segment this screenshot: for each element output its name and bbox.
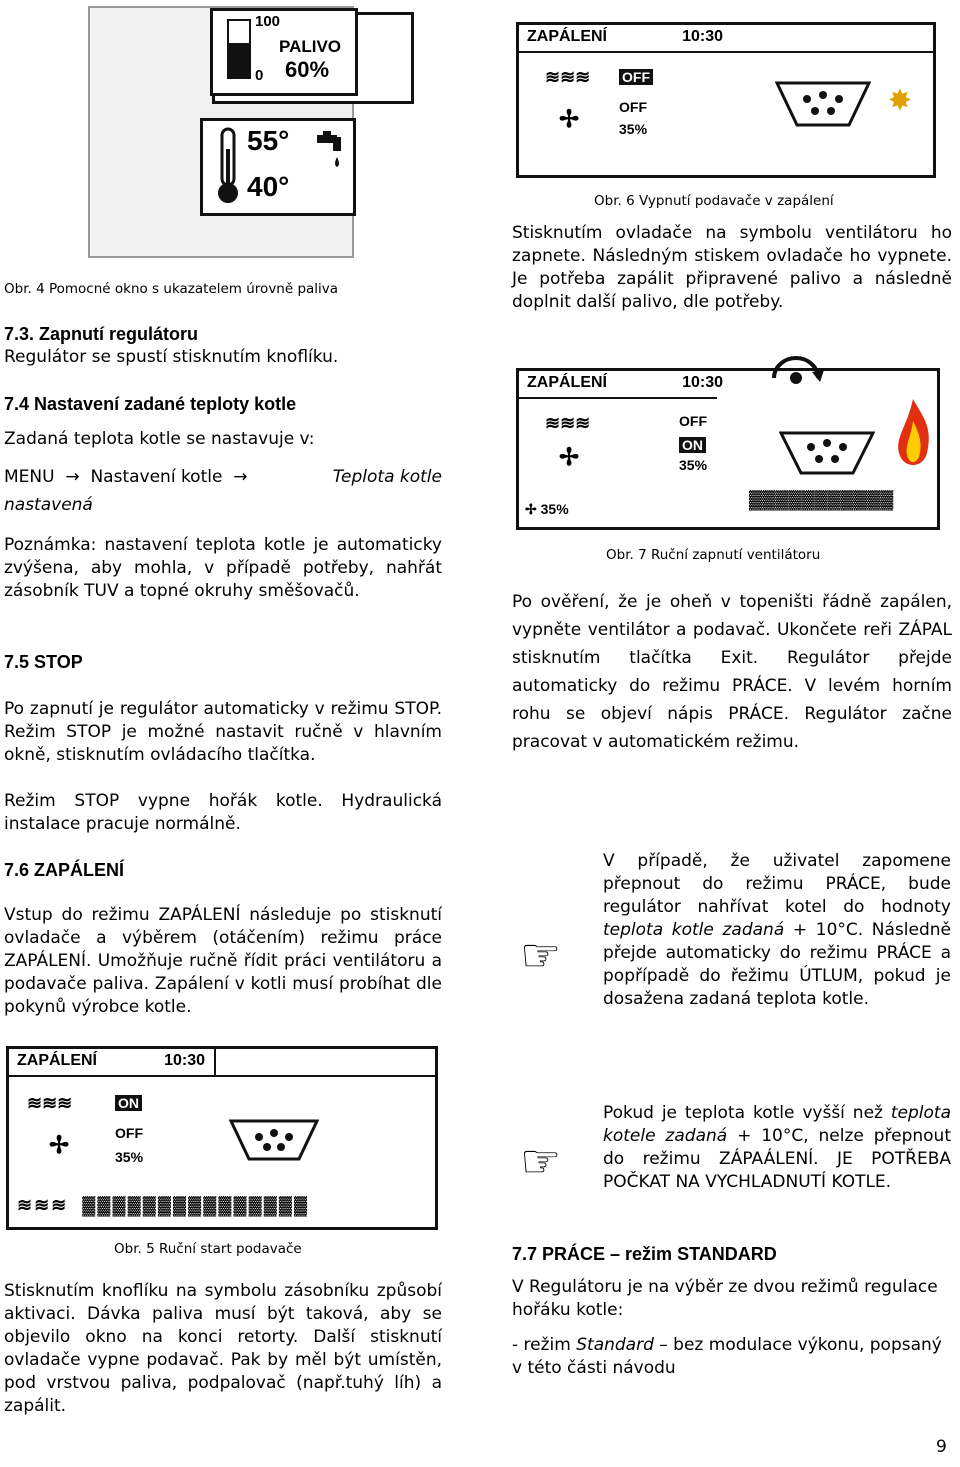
fig6-text: Stisknutím ovladače na symbolu ventilátoru ho zapnete. Následným stiskem ovladače ho vypnete. Je potřeba zapálit připravené palivo a následně doplnit další palivo, dle potřeby. [512,223,952,312]
flame-icon [893,397,933,477]
pointing-hand-icon: ☞ [520,928,562,982]
section-7-3-text: Regulátor se spustí stisknutím knoflíku. [4,347,339,367]
section-7-7-p2c: – bez modulace výkonu, popsaný v této části návodu [512,1335,942,1378]
fig5-header [9,1049,435,1077]
arrow-right-icon: → [59,467,86,487]
section-7-5-heading: 7.5 STOP [4,652,83,672]
fuel-scale-min: 0 [255,67,264,84]
fig5-on [115,1095,142,1111]
fig5-off: OFF [115,1125,143,1141]
fig5-fan: 35% [115,1149,144,1165]
fig6-caption: Obr. 6 Vypnutí podavače v zapálení [594,193,834,209]
section-7-3-heading: 7.3. Zapnutí regulátoru [4,324,199,344]
burner-grate-icon: ≋≋≋ ▓▓▓▓▓▓▓▓▓▓▓▓▓▓▓ [17,1195,310,1215]
section-7-7-heading: 7.7 PRÁCE – režim STANDARD [512,1244,777,1264]
fuel-gauge [227,19,251,79]
fan-icon: ✢ [49,1132,70,1159]
fig6-time: 10:30 [682,28,723,45]
rotate-fan-icon [766,348,826,398]
section-7-4-note: Poznámka: nastavení teplota kotle je automaticky zvýšena, aby mohla, v případě potřeby, nahřát zásobník TUV a topné okruhy směšovačů. [4,535,442,601]
fuel-value: 60% [285,57,330,82]
note1-a: V případě, že uživatel zapomene přepnout do režimu PRÁCE, bude regulátor nahřívat kotel do hodnoty [603,851,951,917]
fig6-screen [516,22,936,178]
section-7-6-p1: Vstup do režimu ZAPÁLENÍ následuje po stisknutí ovladače a výběrem (otáčením) režimu práce ZAPÁLENÍ. Umožňuje ručně řídit práci ventilátoru a podavače paliva. Zapálení v kotli musí probíhat dle pokynů výrobce kotle. [4,905,442,1017]
fig5-title: ZAPÁLENÍ [17,1052,97,1069]
fig7-header [519,371,723,399]
fan-icon: ✢ [559,444,580,471]
fig7-title: ZAPÁLENÍ [527,374,607,391]
note2 [603,1102,951,1194]
water-tap-icon [315,131,347,181]
heater-icon: ≋≋≋ [545,67,591,87]
fig6-fan: 35% [619,121,648,137]
fig7-on [679,437,706,453]
fig5-text: Stisknutím knoflíku na symbolu zásobníku způsobí aktivaci. Dávka paliva musí být taková, aby se objevilo okno na konci retorty. Další stisknutí ovladače vypne podavač. Pak by měl být umístěn, pod vrstvou paliva, podpalovač (např.tuhý líh) a zapálit. [4,1281,442,1416]
fuel-label: PALIVO [279,37,342,56]
tap-temp: 40° [247,171,290,202]
fig4-caption: Obr. 4 Pomocné okno s ukazatelem úrovně paliva [4,281,339,297]
fuel-window-box [210,8,358,96]
fig5-caption: Obr. 5 Ruční start podavače [114,1241,302,1257]
page-number: 9 [936,1437,947,1457]
menu-path [4,466,442,489]
fig7-text: Po ověření, že je oheň v topeništi řádně zapálen, vypněte ventilátor a podavač. Ukončete reři ZÁPAL stisknutím tlačítka Exit. Regulátor přejde automaticky do režimu PRÁCE. V levém horním rohu se objeví nápis PRÁCE. Regulátor začne pracovat v automatickém režimu. [512,592,952,752]
fig5-time: 10:30 [164,1052,205,1069]
section-7-5-p1: Po zapnutí je regulátor automaticky v režimu STOP. Režim STOP je možné nastavit ručně v hlavním okně, stisknutím ovládacího tlačítka. [4,699,442,765]
fig5-divider [214,1049,216,1077]
fig7-time: 10:30 [682,374,723,391]
fig6-off2: OFF [619,99,647,115]
temp-window-box [200,118,356,216]
fig6-title: ZAPÁLENÍ [527,28,607,45]
arrow-right-icon: → [227,467,253,487]
section-7-5-p2: Režim STOP vypne hořák kotle. Hydraulická instalace pracuje normálně. [4,791,442,834]
menu-path-item2: nastavená [4,495,93,515]
note1 [603,850,951,1011]
thermometer-icon [213,127,243,207]
note2-c: + 10°C, nelze přepnout do režimu ZÁPAÁLENÍ. JE POTŘEBA POČKAT NA VYCHLADNUTÍ KOTLE. [603,1126,951,1192]
fig7-fan-bottom-text: 35% [540,501,569,517]
burner-grate-icon: ▓▓▓▓▓▓▓▓▓▓▓ [749,489,894,509]
section-7-4-intro: Zadaná teplota kotle se nastavuje v: [4,429,315,449]
boiler-temp: 55° [247,125,290,156]
section-7-7-p2b: Standard [576,1335,654,1355]
fig6-header [519,25,933,53]
fuel-gauge-fill [229,43,249,77]
fuel-hopper-icon [229,1119,319,1179]
match-icon: ✸ [889,85,911,115]
section-7-6-heading: 7.6 ZAPÁLENÍ [4,860,125,880]
heater-icon: ≋≋≋ [545,413,591,433]
section-7-7-p1: V Regulátoru je na výběr ze dvou režimů regulace hořáku kotle: [512,1277,938,1320]
section-7-4-heading: 7.4 Nastavení zadané teploty kotle [4,394,297,414]
fig7-caption: Obr. 7 Ruční zapnutí ventilátoru [606,547,821,563]
fig6-off1-text: OFF [619,69,653,85]
menu-path-boiler: Nastavení kotle [90,467,223,487]
fuel-hopper-icon [779,431,875,487]
fig7-on-text: ON [679,437,706,453]
note1-c: + 10°C. Následně přejde automaticky do režimu PRÁCE a popřípadě do řežimu ÚTLUM, pokud je dosažena zadaná teplota kotle. [603,920,951,1009]
fig7-fan-bottom: ✢ 35% [525,501,569,517]
fig7-screen [516,368,940,530]
note1-b: teplota kotle zadaná [603,920,785,940]
fig5-on-text: ON [115,1095,142,1111]
section-7-7-p2 [512,1334,952,1380]
section-7-7-p2a: - režim [512,1335,571,1355]
pointing-hand-icon: ☞ [520,1134,562,1188]
fig6-off1 [619,69,653,85]
fig7-off: OFF [679,413,707,429]
menu-path-menu: MENU [4,467,55,487]
heater-icon: ≋≋≋ [27,1093,73,1113]
note2-a: Pokud je teplota kotle vyšší než [603,1103,883,1123]
fuel-scale-max: 100 [255,13,281,30]
note2-b: teplota kotele zadaná [603,1103,951,1146]
fuel-hopper-icon [775,81,871,141]
fig5-screen [6,1046,438,1230]
menu-path-item: Teplota kotle [332,467,442,487]
fan-icon: ✢ [559,106,580,133]
fig7-fan: 35% [679,457,708,473]
